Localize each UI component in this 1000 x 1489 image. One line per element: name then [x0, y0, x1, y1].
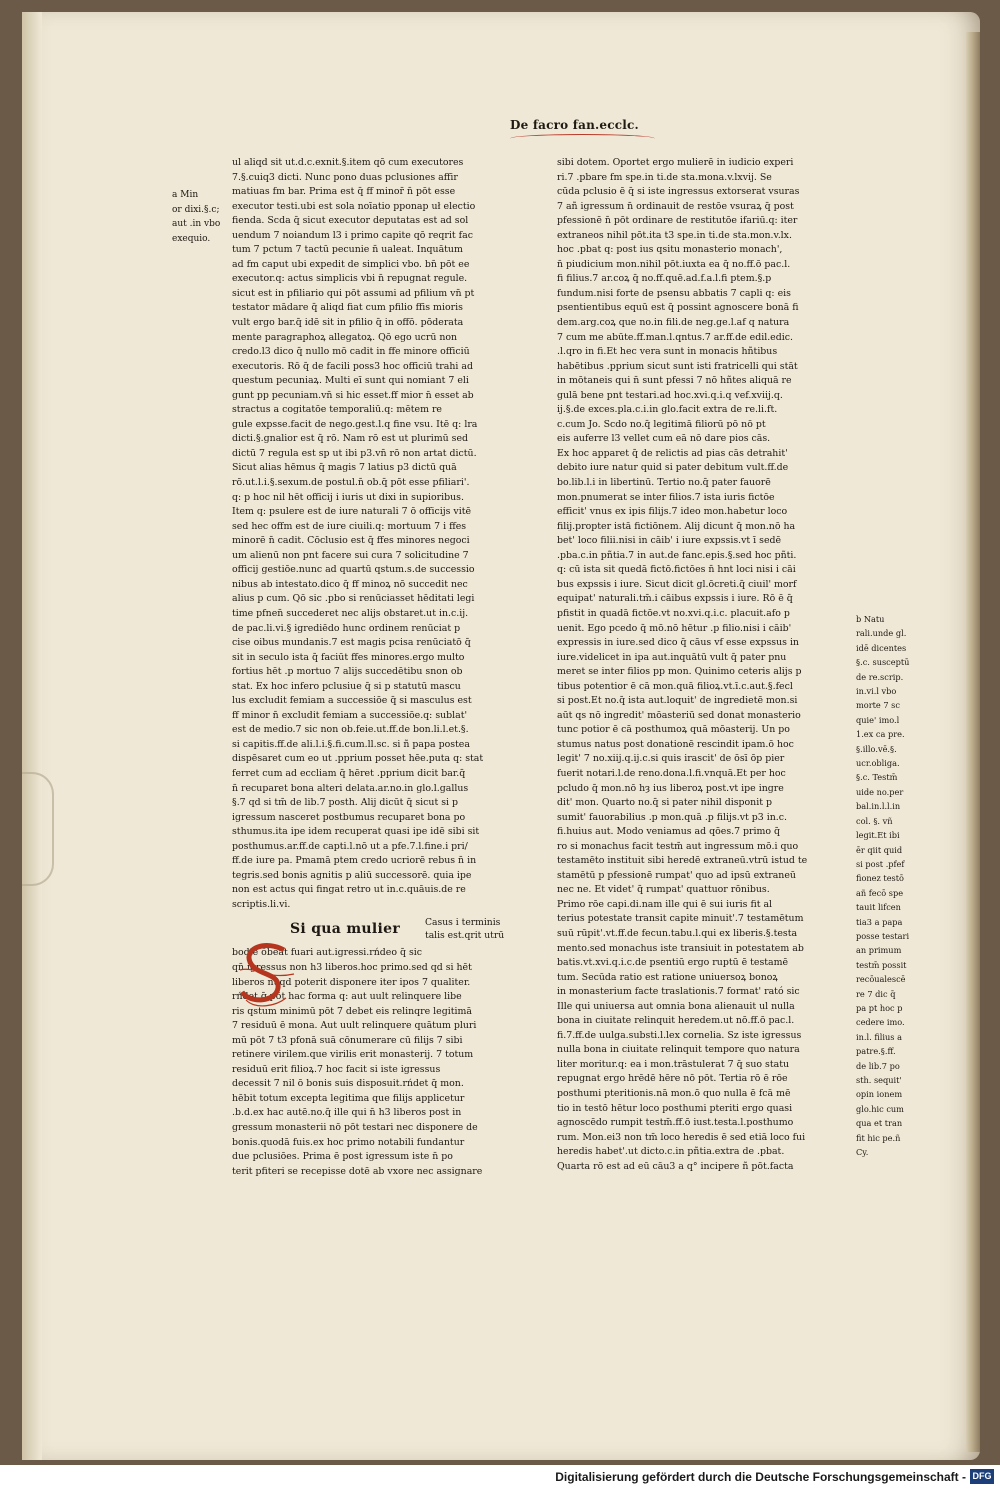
running-head-flourish — [510, 134, 655, 143]
margin-gloss-line: opin ionem — [856, 1089, 903, 1100]
margin-gloss-line: 1.ex ca pre. — [856, 729, 905, 740]
text-line: heredis habet'.ut dicto.c.in pñtia.extra de .pbat. — [557, 1146, 785, 1158]
text-line: rō.ut.l.i.§.sexum.de postul.n̄ ob.q̄ pōt esse pfiliari'. — [232, 477, 470, 489]
right-margin-gloss — [856, 612, 942, 1159]
text-line: matiuas fm bar. Prima est q̄ ff minor̄ n̄ pōt esse — [232, 186, 456, 198]
margin-gloss-line: §.c. Testm̄ — [856, 772, 898, 783]
text-line: n̄ recuparet bona alteri delata.ar.no.in glo.l.gallus — [232, 782, 469, 794]
text-line: uendum 7 noiandum l3 i primo capite qō reqrit fac — [232, 229, 473, 241]
text-line: non est actus qui fingat retro ut in.c.quāuis.de re — [232, 884, 466, 896]
text-line: executor.q: actus simplicis vbi n̄ repugnat regule. — [232, 273, 468, 285]
text-line: pfessionē n̄ pōt ordinare de restitutōe ifariū.q: iter — [557, 215, 798, 227]
text-line: 7.§.cuiq3 dicti. Nunc pono duas pclusiones affir — [232, 171, 458, 183]
margin-gloss-line: ēr qiit quid — [856, 844, 903, 855]
margin-gloss-line: fit hic pe.ñ — [856, 1132, 901, 1143]
left-column-top-text — [232, 156, 529, 912]
text-line: Quarta rō est ad eū cāu3 a q° incipere ñ pōt.facta — [557, 1160, 794, 1172]
text-line: efficit' vnus ex ipis filijs.7 ideo mon.habetur loco — [557, 506, 788, 518]
text-line: dicti.§.gnalior est q̄ rō. Nam rō est ut plurimū sed — [232, 433, 469, 445]
text-line: mū pōt 7 t3 pfonā suā cōnumerare cū filijs 7 sibi — [232, 1034, 463, 1046]
text-line: tum 7 pctum 7 tactū pecunie n̄ ualeat. Inquātum — [232, 244, 463, 256]
text-line: bonis.quodā fuis.ex hoc primo notabili fundantur — [232, 1136, 465, 1148]
text-line: q: p hoc nil hēt officij i iuris ut dixi in supioribus. — [232, 491, 464, 503]
margin-gloss-line: sth. sequit' — [856, 1075, 902, 1085]
text-line: ferret cum ad eccliam q̄ hēret .pprium dicit bar.q̄ — [232, 767, 466, 779]
text-line: fortius hēt .p mortuo 7 alijs succedētibu snon ob — [232, 666, 463, 678]
text-line: debito iure natur quid si pater debitum vult.ff.de — [557, 462, 789, 474]
text-line: extraneos nihil pōt.ita t3 spe.in ti.de sta.mon.v.lx. — [557, 229, 792, 241]
text-line: dem.arg.coꝝ que no.in fili.de neg.ge.l.af q natura — [557, 317, 790, 329]
text-line: gunt pp pecuniam.vn̄ si hic esset.ff mior n̄ esset ab — [232, 389, 474, 401]
text-line: pcludo q̄ mon.nō hȝ ius liberoꝝ post.vt ipe ingre — [557, 782, 784, 794]
margin-gloss-line: a Min — [172, 190, 199, 200]
text-line: bo.lib.l.i in libertinū. Tertio no.q̄ pater fauorē — [557, 477, 771, 489]
text-line: bona in ciuitate relinquit heredem.ut nō.ff.ō pac.l. — [557, 1015, 795, 1027]
text-line: legit' 7 no.xiij.q.ij.c.si quis irascit' de ōsī ōp pier — [557, 753, 785, 765]
text-line: suū rūpit'.vt.ff.de fecun.tabu.l.qui ex liberis.§.testa — [557, 927, 798, 939]
text-line: agnoscēdo rumpit testm̄.ff.ō iust.testa.l.posthumo — [557, 1117, 794, 1129]
margin-gloss-line: recōualescē — [856, 974, 906, 985]
margin-gloss-line: tauit lifcen — [856, 902, 901, 913]
right-column — [557, 156, 857, 1174]
margin-gloss-line: añ fecō spe — [856, 887, 904, 898]
text-line: Primo rōe capi.di.nam ille qui ē sui iuris fit al — [557, 898, 773, 910]
text-line: officij gestiōe.nunc ad quartū qstum.s.de successio — [232, 564, 475, 576]
text-line: hoc .pbat q: post ius qsitu monasterio monach', — [557, 244, 783, 256]
left-column — [232, 156, 529, 1179]
text-line: stamētū p pfessionē rumpat' quo ad ipsū extraneū — [557, 869, 796, 881]
page-edge — [966, 32, 980, 1452]
text-line: nec ne. Et videt' q̄ rumpat' quattuor rōnibus. — [557, 884, 770, 896]
text-line: um alienū non pnt facere sui cura 7 solicitudine 7 — [232, 549, 469, 561]
text-line: dictū 7 regula est sp ut ibi p3.vn̄ rō non artat dictū. — [232, 447, 477, 459]
text-line: stumus natus post donationē rescindit ipam.ō hoc — [557, 738, 794, 750]
text-line: habētibus .pprium sicut sunt isti fratricelli qui stāt — [557, 360, 798, 372]
text-line: batis.vt.xvi.q.i.c.de psentiū ergo ruptū ē testamē — [557, 957, 789, 969]
text-line: .pba.c.in pñtia.7 in aut.de fanc.epis.§.sed hoc pñti. — [557, 549, 797, 561]
text-line: in monasterium facte traslationis.7 format' rató sic — [557, 986, 800, 998]
margin-gloss-line: fionez testō — [856, 873, 904, 884]
text-line: aūt qs nō ingredit' mōasteriū sed donat monasterio — [557, 709, 801, 721]
text-line: posthumus.ar.ff.de capti.l.nō ut a pfe.7.l.fine.i pri/ — [232, 840, 468, 852]
page-clip-mark — [22, 772, 54, 886]
text-line: igressum nasceret postbumus recuparet bona po — [232, 811, 466, 823]
text-line: sit in seculo ista q̄ faciūt ffes minores.ergo multo — [232, 651, 465, 663]
footer-bar — [0, 1465, 1000, 1489]
margin-gloss-line: §.illo.vē.§. — [856, 743, 897, 754]
text-line: sthumus.ita ipe idem recuperat quasi ipe idē sibi sit — [232, 826, 480, 838]
text-line: 7 añ igressum n̄ ordinauit de restōe vsuraꝝ q̄ post — [557, 200, 794, 212]
text-line: ij.§.de exces.pla.c.i.in glo.facit extra de re.li.ft. — [557, 404, 778, 416]
text-line: bet' loco filii.nisi in cāib' i iure expssis.vt ī sedē — [557, 535, 782, 547]
decorated-initial-icon — [236, 940, 296, 1010]
margin-gloss-line: posse testari — [856, 930, 910, 941]
margin-gloss-line: legit.Et ibi — [856, 830, 900, 841]
text-line: sed hec offm est de iure ciuili.q: mortuum 7 i ffes — [232, 520, 467, 532]
text-line: gressum monasterii nō pōt testari nec disponere de — [232, 1122, 478, 1133]
text-line: uenit. Ego pcedo q̄ mō.nō hētur .p filio.nisi i cāib' — [557, 622, 792, 634]
text-line: fundum.nisi forte de psensu abbatis 7 capli q: eis — [557, 287, 791, 299]
text-line: .b.d.ex hac autē.no.q̄ ille qui n̄ h3 liberos post in — [232, 1107, 462, 1119]
text-line: tum. Secūda ratio est ratione uniuersoꝝ bonoꝝ — [557, 971, 778, 983]
text-line: alius p cum. Qō sic .pbo si renūciasset hēditati legi — [232, 593, 475, 605]
margin-gloss-line: de re.scrip. — [856, 671, 904, 682]
decorated-initial-S — [236, 940, 290, 1006]
text-line: questum pecuniaꝝ. Multi eī sunt qui nomiant 7 eli — [232, 375, 469, 387]
text-line: mente paragraphoꝝ allegatoꝝ. Qō ego ucrū non — [232, 331, 458, 343]
text-line: dit' mon. Quarto no.q̄ si pater nihil disponit p — [557, 797, 772, 809]
text-line: fi.7.ff.de uulga.substi.l.lex cornelia. Sz iste igressus — [557, 1029, 802, 1041]
text-line: liberos nūqd poterit disponere iter ipos 7 qualiter. — [232, 976, 471, 988]
text-line: n̄ piudicium mon.nihil pōt.iuxta ea q̄ no.ff.ō pac.l. — [557, 258, 791, 270]
text-line: Sicut alias hēmus q̄ magis 7 latius p3 dictū quā — [232, 462, 457, 474]
text-line: Item q: psulere est de iure naturali 7 ō officijs vitē — [232, 506, 472, 518]
text-line: Ex hoc apparet q̄ de relictis ad pias cās detrahit' — [557, 447, 788, 459]
margin-gloss-line: patre.§.ff. — [856, 1046, 896, 1057]
margin-gloss-line: testm̄ possit — [856, 959, 907, 970]
text-line: residuū erit filioꝝ.7 hoc facit si iste igressus — [232, 1063, 441, 1075]
text-line: sicut est in pfiliario qui pōt assumi ad pfilium vn̄ pt — [232, 287, 475, 299]
text-line: sumit' fauorabilius .p mon.quā .p filijs.vt p3 in.c. — [557, 811, 787, 823]
text-line: c.cum Jo. Scdo no.q̄ legitimā filiorū pō nō pt — [557, 418, 766, 430]
margin-gloss-line: idē dicentes — [856, 642, 907, 653]
margin-gloss-line: pa pt hoc p — [856, 1002, 903, 1013]
text-line: ro si monachus facit testm̄ aut ingressum mō.i quo — [557, 840, 799, 852]
text-line: executoris. Rō q̄ de facili poss3 hoc officiū trahi ad — [232, 360, 473, 372]
text-line: liter moritur.q: ea i mon.trāstulerat 7 q̄ suo statu — [557, 1058, 790, 1070]
text-line: cūda pclusio ē q̄ si iste ingressus extorserat vsuras — [557, 186, 800, 198]
text-line: lus excludit femiam a successiōe q̄ si masculus est — [232, 695, 472, 707]
text-line: §.7 qd si tm̄ de lib.7 posth. Alij dicūt q̄ sicut si p — [232, 797, 459, 809]
margin-gloss-line: col. §. vñ — [856, 815, 893, 826]
margin-gloss-line: ucr.obliga. — [856, 758, 900, 769]
text-line: tegris.sed bonis agnitis p aliū successorē. quia ipe — [232, 869, 472, 881]
text-line: ul aliqd sit ut.d.c.exnit.§.item qō cum executores — [232, 157, 464, 168]
margin-gloss-line: si post .pfef — [856, 858, 905, 869]
text-line: retinere virilem.que virilis erit monasterij. 7 totum — [232, 1049, 474, 1061]
text-line: mon.pnumerat se inter filios.7 ista iuris fictōe — [557, 491, 775, 503]
text-line: .l.qro in fi.Et hec vera sunt in monacis hñtibus — [557, 346, 778, 358]
text-line: posthumi pteritionis.nā mon.ō quo nulla ē fcā mē — [557, 1088, 791, 1099]
margin-gloss-line: an primum — [856, 945, 902, 956]
text-line: ris qstum minimū pōt 7 debet eis relinqre legitimā — [232, 1005, 472, 1017]
text-line: psentientibus equū est q̄ possint agnoscere bonā fi — [557, 302, 799, 314]
footer-credit: Digitalisierung gefördert durch die Deutsche Forschungsgemeinschaft - — [555, 1470, 966, 1484]
text-line: equipat' naturali.tm̄.i cāibus expssis i iure. Rō ē q̄ — [557, 593, 793, 605]
text-line: scriptis.li.vi. — [232, 898, 291, 910]
text-line: tio in testō hētur loco posthumi pteriti ergo quasi — [557, 1102, 793, 1114]
text-line: due pclusiōes. Prima ē post igressum iste n̄ po — [232, 1151, 453, 1163]
page-gutter — [22, 12, 42, 1460]
text-line: testator mādare q̄ aliqd fiat cum pfilio ffis mioris — [232, 302, 463, 314]
text-line: gule expsse.facit de nego.gest.l.q fine vsu. Itē q: lra — [232, 418, 478, 430]
text-line: dispēsaret cum eo ut .pprium posset hēe.puta q: stat — [232, 753, 484, 765]
text-line: 7 cum me abūte.ff.man.l.qntus.7 ar.ff.de edil.edic. — [557, 331, 793, 343]
heading-tail-line: Casus i terminis — [425, 917, 501, 929]
text-line: terit pfiteri se recepisse dotē ab vxore nec assignare — [232, 1165, 483, 1177]
text-line: in mōtaneis qui n̄ sunt pfessi 7 nō hñtes aliquā re — [557, 375, 792, 387]
dfg-logo-icon: DFG — [970, 1469, 994, 1484]
text-line: ff minor n̄ excludit femiam a successiōe.q: sublat' — [232, 709, 468, 721]
margin-gloss-line: exequio. — [172, 233, 211, 244]
text-line: rńdet q̄ pōt hac forma q: aut uult relinquere libe — [232, 991, 462, 1003]
text-line: fuerit notari.l.de reno.dona.l.fi.vnquā.Et per hoc — [557, 767, 786, 779]
margin-gloss-line: morte 7 sc — [856, 700, 900, 711]
margin-gloss-line: bal.in.l.l.in — [856, 801, 901, 812]
running-head — [510, 118, 660, 138]
text-line: qn̄ igressus non h3 liberos.hoc primo.sed qd si hēt — [232, 961, 472, 973]
text-line: nibus ab intestato.dico q̄ ff minoꝝ nō succedit nec — [232, 578, 468, 590]
text-line: rum. Mon.ei3 non tm̄ loco heredis ē sed etiā loco fui — [557, 1131, 806, 1143]
section-heading-tail — [425, 916, 504, 942]
text-line: eis auferre l3 vellet cum eā nō dare pios cās. — [557, 433, 771, 445]
margin-gloss-line: aut .in vbo — [172, 219, 221, 229]
margin-gloss-line: uide no.per — [856, 786, 904, 797]
section-heading: Si qua mulier — [290, 921, 401, 938]
margin-gloss-line: re 7 dic q̄ — [856, 988, 896, 999]
margin-gloss-line: Cy. — [856, 1147, 869, 1158]
margin-gloss-line: glo.hic cum — [856, 1103, 904, 1114]
text-line: cise oibus mundanis.7 est magis pcisa renūciatō q̄ — [232, 637, 471, 649]
margin-gloss-line: b Natu — [856, 614, 885, 624]
margin-gloss-line: quie' imo.l — [856, 714, 900, 725]
margin-gloss-line: de lib.7 po — [856, 1060, 900, 1071]
text-line: decessit 7 nil ō bonis suis disposuit.rńdet q̄ mon. — [232, 1078, 464, 1090]
text-line: 7 residuū ē mona. Aut uult relinquere quātum pluri — [232, 1020, 477, 1032]
text-line: filij.propter istā fictiōnem. Alij dicunt q̄ mon.nō ha — [557, 520, 796, 532]
text-line: sibi dotem. Oportet ergo mulierē in iudicio experi — [557, 157, 794, 168]
text-line: nulla bona in ciuitate relinquit tempore quo natura — [557, 1044, 800, 1056]
text-line: credo.l3 dico q̄ nullo mō cadit in ffe minore officiū — [232, 346, 470, 358]
text-line: mento.sed monachus iste transiuit in potestatem ab — [557, 942, 804, 954]
text-line: repugnat ergo hrēdē hēre nō pōt. Tertia rō ē rōe — [557, 1073, 788, 1085]
margin-gloss-line: or dixi.§.c; — [172, 204, 220, 215]
text-line: minorē n̄ cadit. Cōclusio est q̄ ffes minores negoci — [232, 535, 470, 547]
text-line: ri.7 .pbare fm spe.in ti.de sta.mona.v.lxvij. Se — [557, 171, 772, 183]
text-line: fi.huius aut. Modo veniamus ad qōes.7 primo q̄ — [557, 826, 781, 838]
text-line: meret se inter filios pp mon. Quinimo ceteris alijs p — [557, 666, 802, 678]
margin-gloss-line: §.c. susceptū — [856, 657, 910, 668]
text-line: si capitis.ff.de ali.l.i.§.fi.cum.ll.sc. si ñ papa postea — [232, 738, 470, 750]
text-line: bus expssis i iure. Sicut dicit gl.ōcreti.q̄ ciuil' morf — [557, 578, 797, 590]
margin-gloss-line: in.l. filius a — [856, 1031, 902, 1042]
text-line: fi filius.7 ar.coꝝ q̄ no.ff.quē.ad.f.a.l.fi ptem.§.p — [557, 273, 772, 285]
text-line: vult ergo bar.q̄ idē sit in pfilio q̄ in offō. pōderata — [232, 317, 464, 329]
text-line: gulā bene pnt testari.ad hoc.xvi.q.i.q vef.xviij.q. — [557, 389, 783, 401]
text-line: si post.Et no.q̄ ista aut.loquit' de ingredietē mon.si — [557, 695, 798, 707]
text-line: stat. Ex hoc infero pclusiue q̄ si p statutū mascu — [232, 680, 461, 692]
text-line: stractus a cogitatōe temporaliū.q: mētem re — [232, 404, 442, 416]
text-line: Ille qui uniuersa aut omnia bona alienauit ul nulla — [557, 1000, 795, 1012]
text-line: tunc potior ē cā posthumoꝝ quā mōasterij. Un po — [557, 724, 790, 736]
text-line: executor testi.ubi est sola noīatio pponap uł electio — [232, 200, 476, 212]
margin-gloss-line: qua et tran — [856, 1118, 903, 1129]
margin-gloss-line: cedere imo. — [856, 1017, 905, 1028]
margin-gloss-line: in.vi.l vbo — [856, 686, 897, 697]
text-line: q: cū ista sit quedā fictō.fictōes n̄ hnt loci nisi i cāi — [557, 564, 796, 576]
text-line: time pfnen̄ succederet nec alijs obstaret.ut in.c.ij. — [232, 607, 469, 619]
margin-gloss-line: rali.unde gl. — [856, 628, 907, 639]
text-line: expressis in iure.sed dico q̄ cāus vf esse expssus in — [557, 637, 799, 649]
text-line: de pac.li.vi.§ igrediēdo hunc ordinem renūciat p — [232, 622, 461, 634]
text-line: est de medio.7 sic non ob.feie.ut.ff.de bon.li.l.et.§. — [232, 724, 469, 736]
text-line: iure.videlicet in ipa aut.inquātū vult q̄ pater pnu — [557, 651, 787, 663]
margin-gloss-line: tia3 a papa — [856, 916, 903, 927]
text-line: ff.de iure pa. Pmamā ptem credo ucriorē rebus n̄ in — [232, 855, 477, 867]
text-line: fienda. Scda q̄ sicut executor deputatas est ad sol — [232, 215, 469, 227]
text-line: ad fm caput ubi expedit de simplici vbo. bn̄ pōt ee — [232, 258, 470, 270]
text-line: bodie ōbeat fuari aut.igressi.rńdeo q̄ sic — [232, 947, 422, 959]
text-line: tibus potentior ē cā mon.quā filioꝝ.vt.ī.c.aut.§.fecl — [557, 680, 793, 692]
heading-tail-line: talis est.qrit utrū — [425, 930, 505, 942]
text-line: pfistit in quadā fictōe.vt no.xvi.q.i.c. placuit.afo p — [557, 607, 790, 619]
running-head-text: De facro fan.ecclc. — [510, 118, 639, 132]
text-line: terius potestate transit capite minuit'.7 testamētum — [557, 913, 804, 925]
text-line: testamēto instituit sibi heredē extraneū.vtrū istud te — [557, 855, 808, 867]
text-line: hēbit totum excepta legitima que filijs applicetur — [232, 1092, 465, 1104]
